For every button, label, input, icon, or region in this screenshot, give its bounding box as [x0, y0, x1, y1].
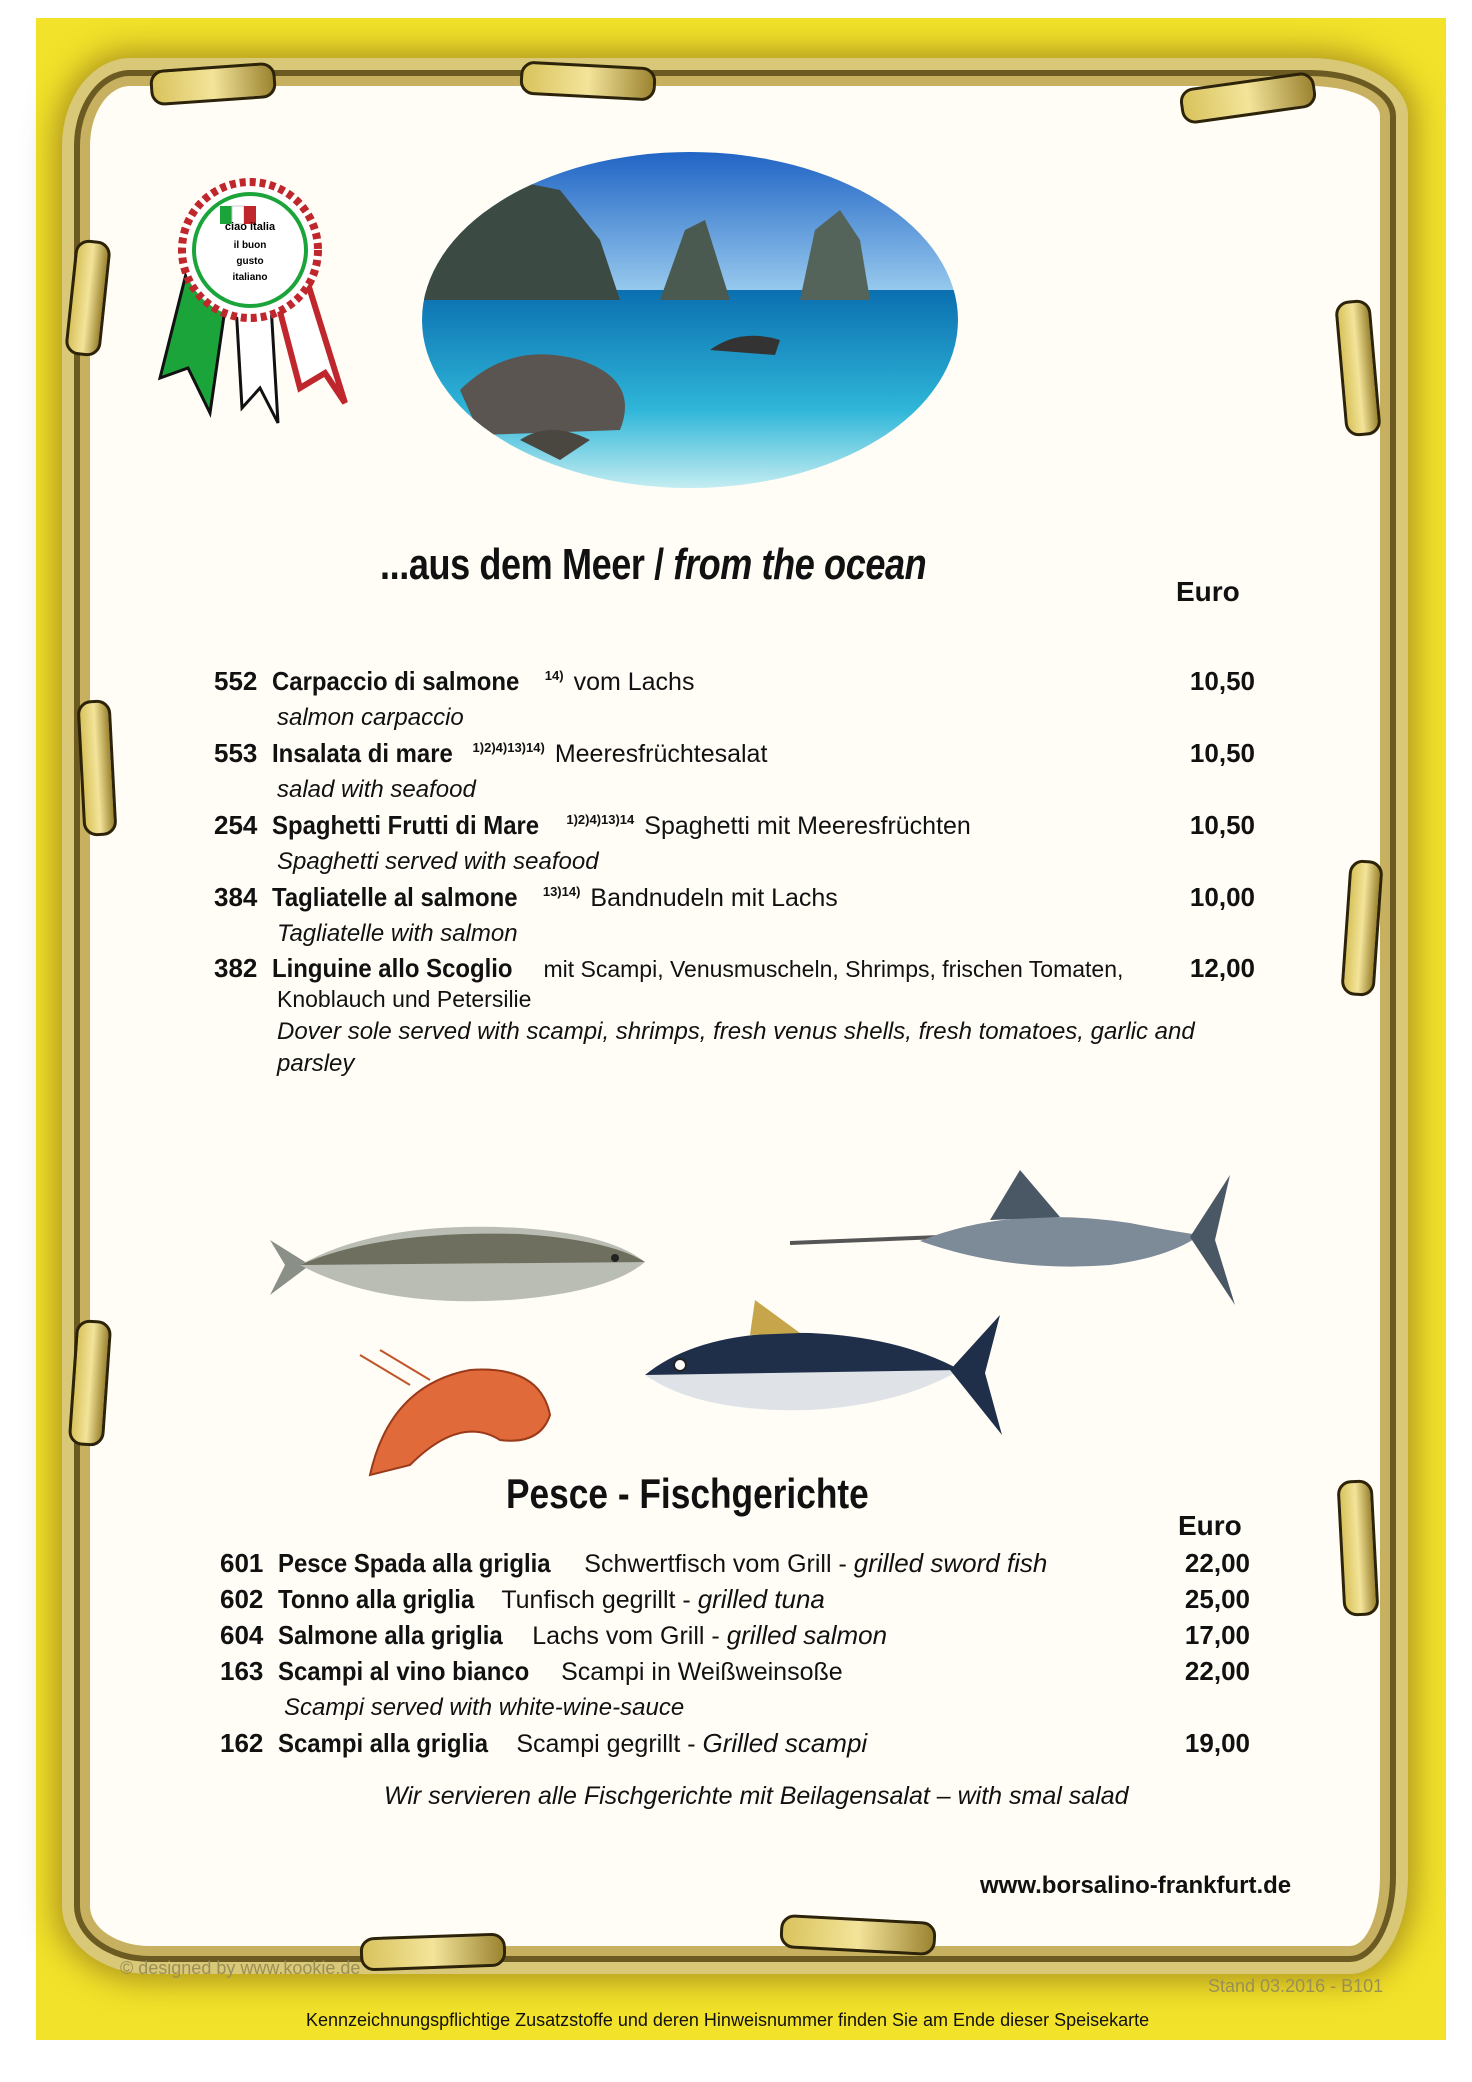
item-name: Tonno alla griglia: [278, 1584, 475, 1614]
badge-line4: italiano: [232, 272, 268, 283]
menu-item-602: [220, 1584, 825, 1615]
website-link[interactable]: www.borsalino-frankfurt.de: [980, 1872, 1292, 1899]
menu-item-601: [220, 1548, 1047, 1579]
item-english: Scampi served with white-wine-sauce: [284, 1694, 685, 1721]
item-name: Pesce Spada alla griglia: [278, 1548, 551, 1578]
item-number: 552: [214, 666, 258, 696]
menu-item-163: [220, 1656, 843, 1687]
item-german-cont: Knoblauch und Petersilie: [277, 986, 532, 1012]
version-stamp: Stand 03.2016 - B101: [1208, 1976, 1384, 1996]
item-name: Linguine allo Scoglio: [272, 953, 513, 983]
item-german: Meeresfrüchtesalat: [554, 740, 768, 768]
tuna-image: [640, 1295, 1010, 1455]
item-english: Dover sole served with scampi, shrimps, fresh venus shells, fresh tomatoes, garlic and: [277, 1018, 1195, 1045]
item-price: 22,00: [1184, 1656, 1250, 1686]
item-name: Carpaccio di salmone: [272, 666, 520, 696]
item-english: grilled salmon: [726, 1620, 888, 1650]
item-number: 604: [220, 1620, 264, 1650]
salmon-image: [260, 1210, 650, 1320]
item-german: mit Scampi, Venusmuscheln, Shrimps, frischen Tomaten,: [543, 956, 1124, 982]
item-german: Schwertfisch vom Grill -: [584, 1550, 854, 1578]
item-name: Scampi al vino bianco: [278, 1656, 530, 1686]
item-name: Salmone alla griglia: [278, 1620, 503, 1650]
item-german: Scampi gegrillt -: [516, 1730, 703, 1758]
swordfish-image: [790, 1165, 1240, 1315]
fish-section-title: Pesce - Fischgerichte: [506, 1470, 869, 1517]
section-title: [380, 540, 926, 590]
item-price: 22,00: [1184, 1548, 1250, 1578]
item-english-cont: parsley: [277, 1050, 355, 1077]
menu-item-162: [220, 1728, 867, 1759]
item-number: 382: [214, 953, 258, 983]
coast-photo: [420, 150, 960, 490]
item-price: 19,00: [1184, 1728, 1250, 1758]
item-number: 553: [214, 738, 258, 768]
menu-item-382: [214, 953, 1123, 984]
item-english: Spaghetti served with seafood: [277, 848, 599, 875]
italia-rosette-badge: [150, 178, 350, 438]
section-title-en: from the ocean: [673, 540, 927, 589]
item-number: 163: [220, 1656, 264, 1686]
item-name: Scampi alla griglia: [278, 1728, 489, 1758]
item-allergens: 14): [544, 668, 564, 684]
item-german: vom Lachs: [573, 668, 695, 696]
item-english: Grilled scampi: [702, 1728, 868, 1758]
item-english: salmon carpaccio: [277, 704, 464, 731]
item-price: 10,00: [1189, 882, 1255, 912]
item-german: Lachs vom Grill -: [532, 1622, 727, 1650]
section-title-de: ...aus dem Meer /: [380, 540, 664, 589]
menu-item-552: [214, 666, 694, 697]
item-price: 25,00: [1184, 1584, 1250, 1614]
item-german: Bandnudeln mit Lachs: [590, 884, 838, 912]
item-allergens: 13)14): [542, 884, 581, 900]
item-german: Spaghetti mit Meeresfrüchten: [644, 812, 971, 840]
item-english: salad with seafood: [277, 776, 476, 803]
currency-header: Euro: [1176, 576, 1240, 607]
item-name: Spaghetti Frutti di Mare: [272, 810, 540, 840]
scroll-ornament: [76, 699, 117, 837]
item-german: Tunfisch gegrillt -: [501, 1586, 698, 1614]
shrimp-image: [350, 1345, 560, 1485]
designer-credit: © designed by www.kookie.de: [120, 1958, 361, 1978]
currency-header-2: Euro: [1178, 1510, 1242, 1541]
item-german: Scampi in Weißweinsoße: [561, 1658, 843, 1686]
item-number: 254: [214, 810, 258, 840]
item-number: 601: [220, 1548, 264, 1578]
item-price: 12,00: [1189, 953, 1255, 983]
item-price: 10,50: [1189, 738, 1255, 768]
menu-item-553: [214, 738, 767, 769]
item-allergens: 1)2)4)13)14: [566, 812, 635, 828]
item-name: Tagliatelle al salmone: [272, 882, 518, 912]
scroll-ornament: [359, 1932, 506, 1971]
additives-disclaimer: Kennzeichnungspflichtige Zusatzstoffe und deren Hinweisnummer finden Sie am Ende dieser Speisekarte: [306, 2010, 1150, 2030]
side-salad-note: Wir servieren alle Fischgerichte mit Beilagensalat – with smal salad: [384, 1782, 1129, 1810]
item-number: 162: [220, 1728, 264, 1758]
item-price: 17,00: [1184, 1620, 1250, 1650]
badge-line2: il buon: [233, 240, 267, 251]
menu-item-384: [214, 882, 838, 913]
item-english: grilled sword fish: [853, 1548, 1048, 1578]
item-price: 10,50: [1189, 810, 1255, 840]
menu-item-604: [220, 1620, 887, 1651]
badge-line1: ciao italia: [224, 221, 276, 233]
item-english: grilled tuna: [697, 1584, 825, 1614]
item-price: 10,50: [1189, 666, 1255, 696]
item-number: 602: [220, 1584, 264, 1614]
item-number: 384: [214, 882, 258, 912]
scroll-ornament: [1336, 1479, 1379, 1617]
item-english: Tagliatelle with salmon: [277, 920, 518, 947]
menu-item-254: [214, 810, 971, 841]
item-name: Insalata di mare: [272, 738, 453, 768]
badge-line3: gusto: [236, 256, 264, 267]
item-allergens: 1)2)4)13)14): [472, 740, 545, 756]
scroll-ornament: [519, 60, 657, 101]
